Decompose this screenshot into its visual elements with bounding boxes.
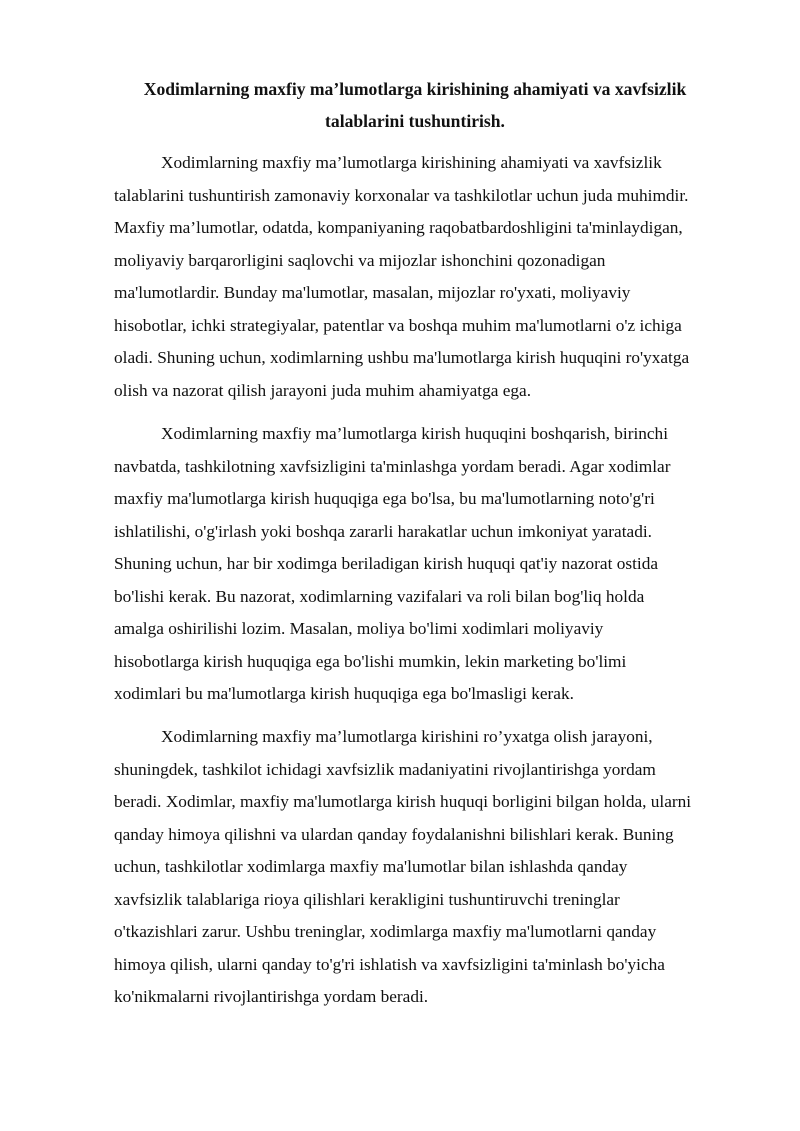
paragraph-line: qanday himoya qilishni va ulardan qanday foydalanishni bilishlari kerak. Buning (114, 824, 674, 844)
paragraph-line: maxfiy ma'lumotlarga kirish huquqiga ega bo'lsa, bu ma'lumotlarning noto'g'ri (114, 489, 655, 508)
paragraph-line: Xodimlarning maxfiy ma’lumotlarga kirish huquqini boshqarish, birinchi (161, 424, 669, 443)
paragraph-line: hisobotlar, ichki strategiyalar, patentlar va boshqa muhim ma'lumotlarni o'z ichiga (114, 315, 682, 335)
paragraph-line: himoya qilish, ularni qanday to'g'ri ishlatish va xavfsizligini ta'minlash bo'yicha (114, 954, 665, 974)
paragraph-line: ishlatilishi, o'g'irlash yoki boshqa zararli harakatlar uchun imkoniyat yaratadi. (114, 521, 652, 541)
paragraph-line: ma'lumotlardir. Bunday ma'lumotlar, masalan, mijozlar ro'yxati, moliyaviy (114, 283, 631, 302)
paragraph-3 (114, 721, 744, 1014)
title-line: Xodimlarning maxfiy ma’lumotlarga kirishining ahamiyati va xavfsizlik (143, 79, 687, 99)
document-title (114, 73, 716, 137)
paragraph-line: shuningdek, tashkilot ichidagi xavfsizlik madaniyatini rivojlantirishga yordam (114, 759, 656, 779)
paragraph-line: bo'lishi kerak. Bu nazorat, xodimlarning vazifalari va roli bilan bog'liq holda (114, 586, 645, 606)
paragraph-line: amalga oshirilishi lozim. Masalan, moliya bo'limi xodimlari moliyaviy (114, 619, 604, 638)
paragraph-2 (114, 418, 744, 711)
paragraph-line: xodimlari bu ma'lumotlarga kirish huquqiga ega bo'lmasligi kerak. (114, 684, 574, 703)
paragraph-line: o'tkazishlari zarur. Ushbu treninglar, xodimlarga maxfiy ma'lumotlarni qanday (114, 922, 657, 941)
paragraph-line: talablarini tushuntirish zamonaviy korxonalar va tashkilotlar uchun juda muhimdir. (114, 185, 689, 205)
paragraph-line: Maxfiy ma’lumotlar, odatda, kompaniyaning raqobatbardoshligini ta'minlaydigan, (114, 218, 683, 237)
paragraph-line: navbatda, tashkilotning xavfsizligini ta'minlashga yordam beradi. Agar xodimlar (114, 456, 671, 476)
paragraph-line: hisobotlarga kirish huquqiga ega bo'lishi mumkin, lekin marketing bo'limi (114, 651, 627, 671)
paragraph-line: moliyaviy barqarorligini saqlovchi va mijozlar ishonchini qozonadigan (114, 250, 606, 270)
paragraph-line: Xodimlarning maxfiy ma’lumotlarga kirishining ahamiyati va xavfsizlik (161, 153, 662, 172)
paragraph-line: Shuning uchun, har bir xodimga beriladigan kirish huquqi qat'iy nazorat ostida (114, 554, 659, 573)
paragraph-line: olish va nazorat qilish jarayoni juda muhim ahamiyatga ega. (114, 380, 532, 400)
paragraph-line: ko'nikmalarni rivojlantirishga yordam beradi. (114, 987, 429, 1006)
paragraph-line: beradi. Xodimlar, maxfiy ma'lumotlarga kirish huquqi borligini bilgan holda, ularni (114, 792, 692, 811)
paragraph-line: uchun, tashkilotlar xodimlarga maxfiy ma'lumotlar bilan ishlashda qanday (114, 857, 628, 876)
title-line: talablarini tushuntirish. (325, 111, 505, 131)
paragraph-line: xavfsizlik talablariga rioya qilishlari kerakligini tushuntiruvchi treninglar (114, 889, 620, 909)
paragraph-line: oladi. Shuning uchun, xodimlarning ushbu ma'lumotlarga kirish huquqini ro'yxatga (114, 348, 690, 367)
paragraph-1 (114, 147, 744, 407)
paragraph-line: Xodimlarning maxfiy ma’lumotlarga kirishini ro’yxatga olish jarayoni, (161, 727, 653, 746)
